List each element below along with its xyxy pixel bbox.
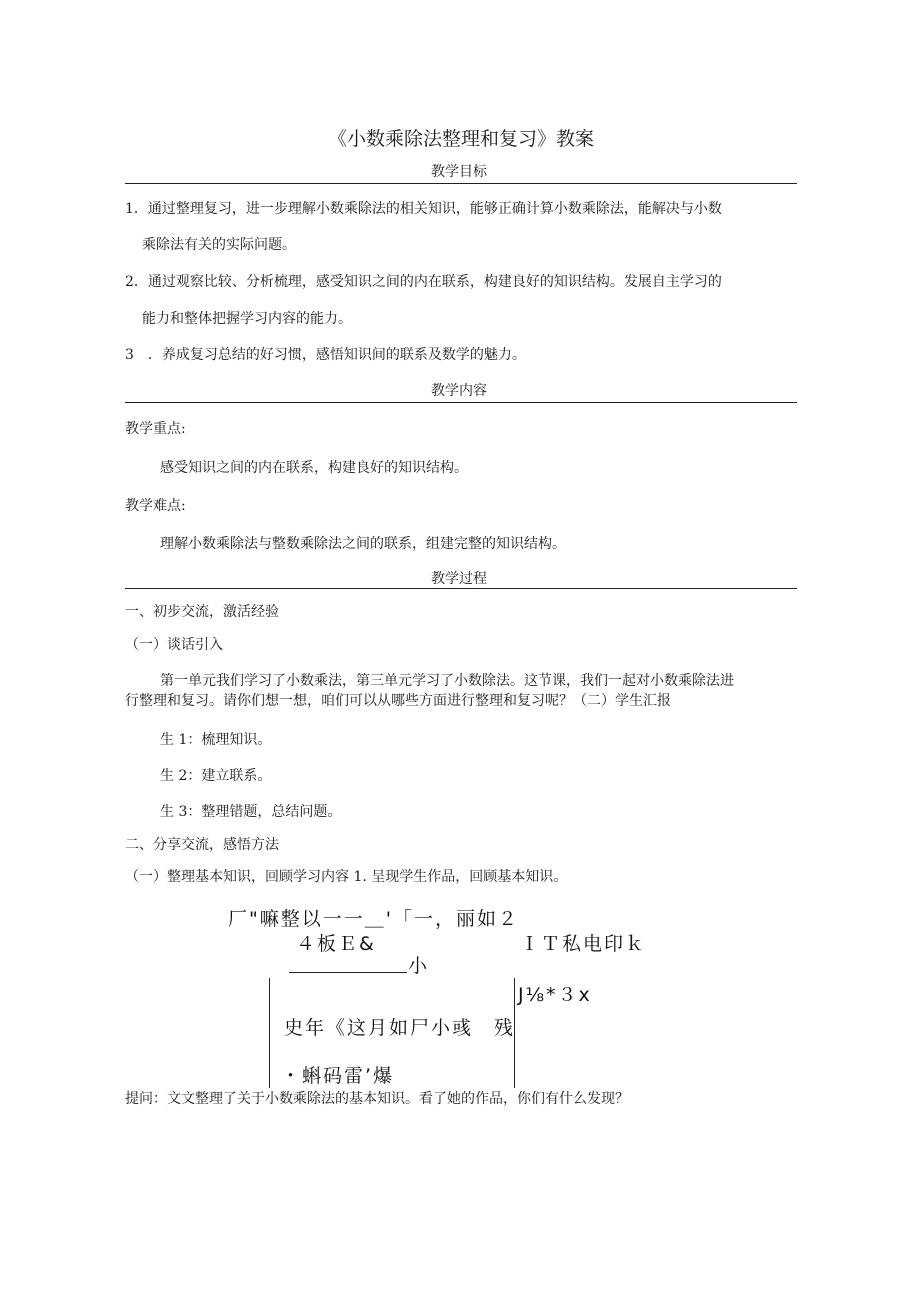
section-heading-objectives: 教学目标 bbox=[431, 164, 487, 180]
part1-title: 一、初步交流，激活经验 bbox=[125, 604, 279, 620]
key-point-label: 教学重点: bbox=[125, 421, 186, 437]
paragraph-line1: 第一单元我们学习了小数乘法，第三单元学习了小数除法。这节课，我们一起对小数乘除法进 bbox=[160, 673, 734, 689]
figure-line-4-right: J⅛*３x bbox=[518, 984, 592, 1006]
key-point-text: 感受知识之间的内在联系，构建良好的知识结构。 bbox=[160, 460, 468, 476]
figure-left-bracket bbox=[269, 978, 270, 1088]
section-rule bbox=[125, 402, 797, 403]
section-heading-content: 教学内容 bbox=[431, 383, 487, 399]
objective-2-line1: 2．通过观察比较、分析梳理，感受知识之间的内在联系，构建良好的知识结构。发展自主学习的 bbox=[125, 274, 722, 290]
section-rule bbox=[125, 183, 797, 184]
figure-line-5: ・蝌码雷’爆 bbox=[281, 1065, 395, 1087]
difficulty-label: 教学难点: bbox=[125, 498, 186, 514]
student-answer-1: 生 1：梳理知识。 bbox=[160, 732, 272, 748]
objective-1-line2: 乘除法有关的实际问题。 bbox=[142, 237, 296, 253]
figure-line-3: 小 bbox=[408, 955, 430, 977]
objective-3: 3 ．养成复习总结的好习惯，感悟知识间的联系及数学的魅力。 bbox=[125, 347, 526, 363]
objective-1-line1: 1．通过整理复习，进一步理解小数乘除法的相关知识，能够正确计算小数乘除法，能解决与小数 bbox=[125, 201, 722, 217]
figure-underline bbox=[289, 972, 407, 973]
part1-sub1: （一）谈话引入 bbox=[125, 637, 223, 653]
part2-sub1: （一）整理基本知识，回顾学习内容 1. 呈现学生作品，回顾基本知识。 bbox=[125, 869, 568, 885]
figure-line-1: 厂"嘛整以一一＿'「一，丽如２ bbox=[228, 908, 519, 930]
objective-2-line2: 能力和整体把握学习内容的能力。 bbox=[142, 311, 352, 327]
student-answer-2: 生 2：建立联系。 bbox=[160, 768, 272, 784]
figure-line-2-left: ４板Ｅ& bbox=[296, 933, 376, 955]
figure-line-4-left: 史年《这月如尸小彧 残 bbox=[284, 1017, 516, 1039]
section-heading-process: 教学过程 bbox=[431, 571, 487, 587]
paragraph-line2: 行整理和复习。请你们想一想，咱们可以从哪些方面进行整理和复习呢？（二）学生汇报 bbox=[125, 693, 671, 709]
section-rule bbox=[125, 588, 797, 589]
part2-title: 二、分享交流，感悟方法 bbox=[125, 837, 279, 853]
figure-line-2-right: ＩＴ私电印ｋ bbox=[520, 933, 647, 955]
difficulty-text: 理解小数乘除法与整数乘除法之间的联系，组建完整的知识结构。 bbox=[160, 536, 566, 552]
student-answer-3: 生 3：整理错题，总结问题。 bbox=[160, 804, 342, 820]
document-title: 《小数乘除法整理和复习》教案 bbox=[328, 128, 595, 150]
question-text: 提问：文文整理了关于小数乘除法的基本知识。看了她的作品，你们有什么发现？ bbox=[125, 1091, 629, 1107]
